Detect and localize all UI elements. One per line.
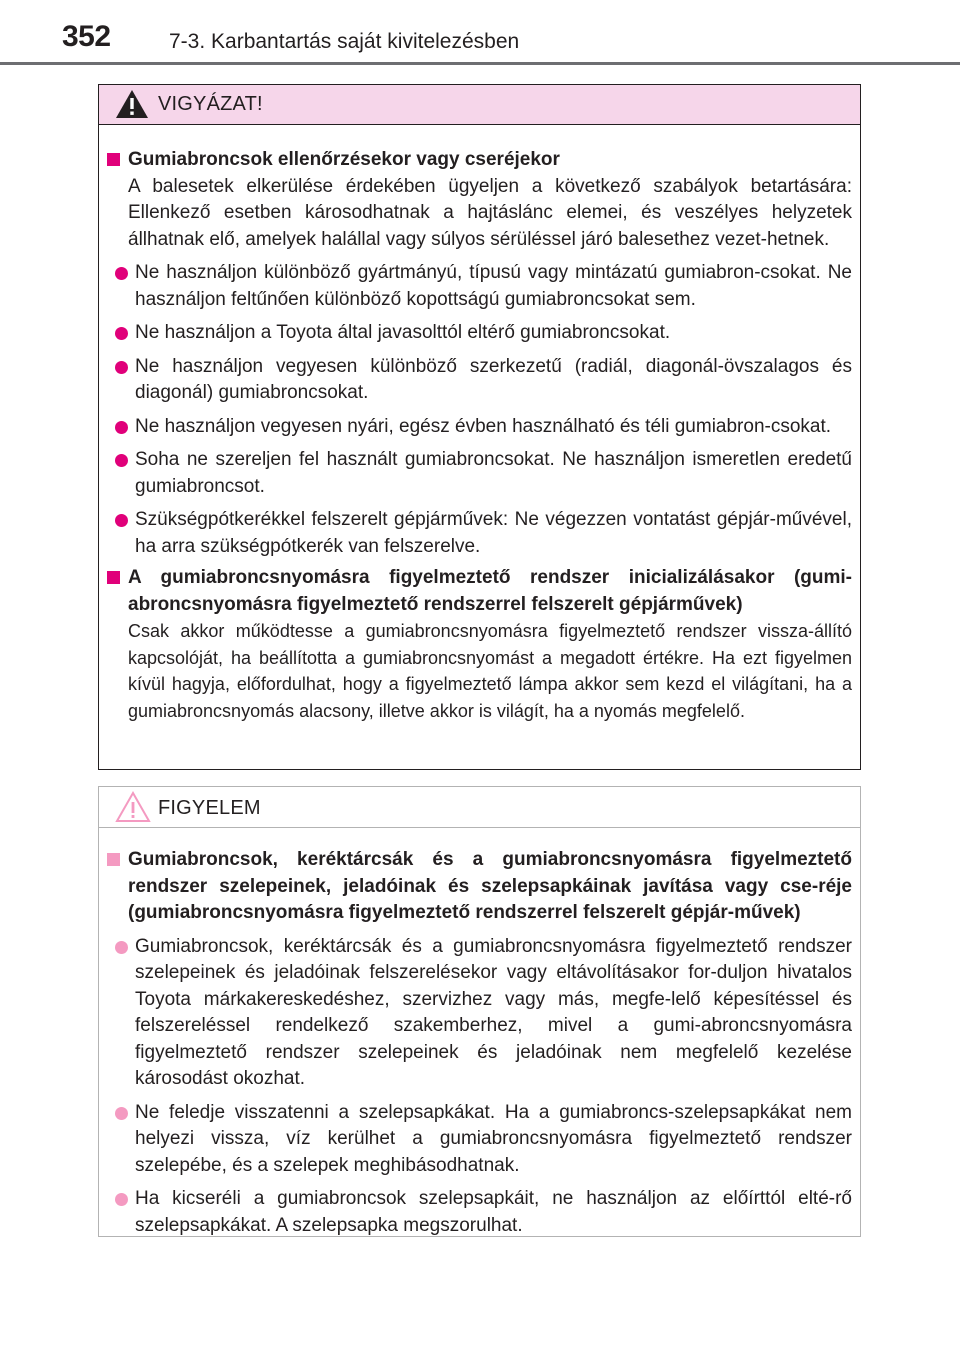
warning-box-header bbox=[99, 85, 860, 125]
round-bullet-icon bbox=[115, 267, 128, 280]
header-rule bbox=[0, 62, 960, 65]
list-item: Soha ne szereljen fel használt gumiabroncsokat. Ne használjon ismeretlen eredetű gumiabroncsot. bbox=[107, 447, 852, 500]
round-bullet-icon bbox=[115, 1107, 128, 1120]
list-item: Ne feledje visszatenni a szelepsapkákat. Ha a gumiabroncs-szelepsapkákat nem helyezi vissza, víz kerülhet a gumiabroncsnyomásra figyelmeztető rendszer szelepébe, és a szelepek meghibásodhatnak. bbox=[107, 1100, 852, 1180]
list-item: Szükségpótkerékkel felszerelt gépjárművek: Ne végezzen vontatást gépjár-művével, ha arra szükségpótkerék van felszerelve. bbox=[107, 507, 852, 560]
section-heading: Gumiabroncsok, keréktárcsák és a gumiabroncsnyomásra figyelmeztető rendszer szelepeinek, jeladóinak és szelepsapkáinak javítása vagy cse-réje (gumiabroncsnyomásra figyelmeztető rendszerrel felszerelt gépjár-művek) bbox=[107, 847, 852, 927]
round-bullet-icon bbox=[115, 514, 128, 527]
section-heading: A gumiabroncsnyomásra figyelmeztető rendszer inicializálásakor (gumi-abroncsnyomásra figyelmeztető rendszerrel felszerelt gépjárművek) bbox=[107, 565, 852, 618]
round-bullet-icon bbox=[115, 1193, 128, 1206]
square-bullet-icon bbox=[107, 153, 120, 166]
list-item: Ne használjon a Toyota által javasolttól eltérő gumiabroncsokat. bbox=[107, 320, 852, 347]
section-title: 7-3. Karbantartás saját kivitelezésben bbox=[169, 30, 520, 53]
round-bullet-icon bbox=[115, 327, 128, 340]
list-item: Ne használjon különböző gyártmányú, típusú vagy mintázatú gumiabron-csokat. Ne használjon feltűnően különböző kopottságú gumiabroncsokat sem. bbox=[107, 260, 852, 313]
notice-box-body bbox=[99, 828, 860, 1239]
page-number: 352 bbox=[62, 20, 111, 53]
notice-box bbox=[98, 786, 861, 1237]
notice-box-title: FIGYELEM bbox=[158, 797, 261, 819]
list-item: Ha kicseréli a gumiabroncsok szelepsapkáit, ne használjon az előírttól elté-rő szelepsapkákat. A szelepsapka megszorulhat. bbox=[107, 1186, 852, 1239]
list-item: Gumiabroncsok, keréktárcsák és a gumiabroncsnyomásra figyelmeztető rendszer szelepeinek és jeladóinak felszerelésekor vagy eltávolításakor for-duljon hivatalos Toyota márkakereskedéshez, szervizhez vagy más, megfe-lelő képesítéssel és felszereléssel rendelkező szakemberhez, mivel a gumi-abroncsnyomásra figyelmeztető rendszer szelepeinek és jeladóinak nem megfelelő kezelése károsodást okozhat. bbox=[107, 934, 852, 1093]
round-bullet-icon bbox=[115, 941, 128, 954]
list-item: Ne használjon vegyesen nyári, egész évben használható és téli gumiabron-csokat. bbox=[107, 414, 852, 441]
square-bullet-icon bbox=[107, 571, 120, 584]
round-bullet-icon bbox=[115, 454, 128, 467]
warning-box-body bbox=[99, 125, 860, 724]
section-text: A balesetek elkerülése érdekében ügyeljen a következő szabályok betartására: Ellenkező esetben károsodhatnak a hajtáslánc elemei, és veszélyes helyzetek állhatnak elő, amelyek halállal vagy súlyos sérüléssel járó balesethez vezet-hetnek. bbox=[128, 175, 852, 250]
notice-box-header bbox=[99, 787, 860, 828]
round-bullet-icon bbox=[115, 361, 128, 374]
page-header bbox=[0, 0, 960, 66]
section-text: Csak akkor működtesse a gumiabroncsnyomásra figyelmeztető rendszer vissza-állító kapcsolóját, ha beállította a gumiabroncsnyomást a megadott értékre. Ha ezt figyelmen kívül hagyja, előfordulhat, hogy a figyelmeztető lámpa akkor sem kezd el világítani, ha a gumiabroncsnyomás alacsony, illetve akkor is világít, ha a nyomás megfelelő. bbox=[128, 621, 852, 721]
list-item: Ne használjon vegyesen különböző szerkezetű (radiál, diagonál-övszalagos és diagonál) gumiabroncsokat. bbox=[107, 354, 852, 407]
section-heading: Gumiabroncsok ellenőrzésekor vagy cseréjekor bbox=[107, 147, 852, 174]
warning-box-title: VIGYÁZAT! bbox=[158, 93, 263, 115]
caution-triangle-icon bbox=[115, 791, 151, 823]
warning-triangle-icon bbox=[115, 89, 149, 119]
warning-box bbox=[98, 84, 861, 770]
round-bullet-icon bbox=[115, 421, 128, 434]
square-bullet-icon bbox=[107, 853, 120, 866]
